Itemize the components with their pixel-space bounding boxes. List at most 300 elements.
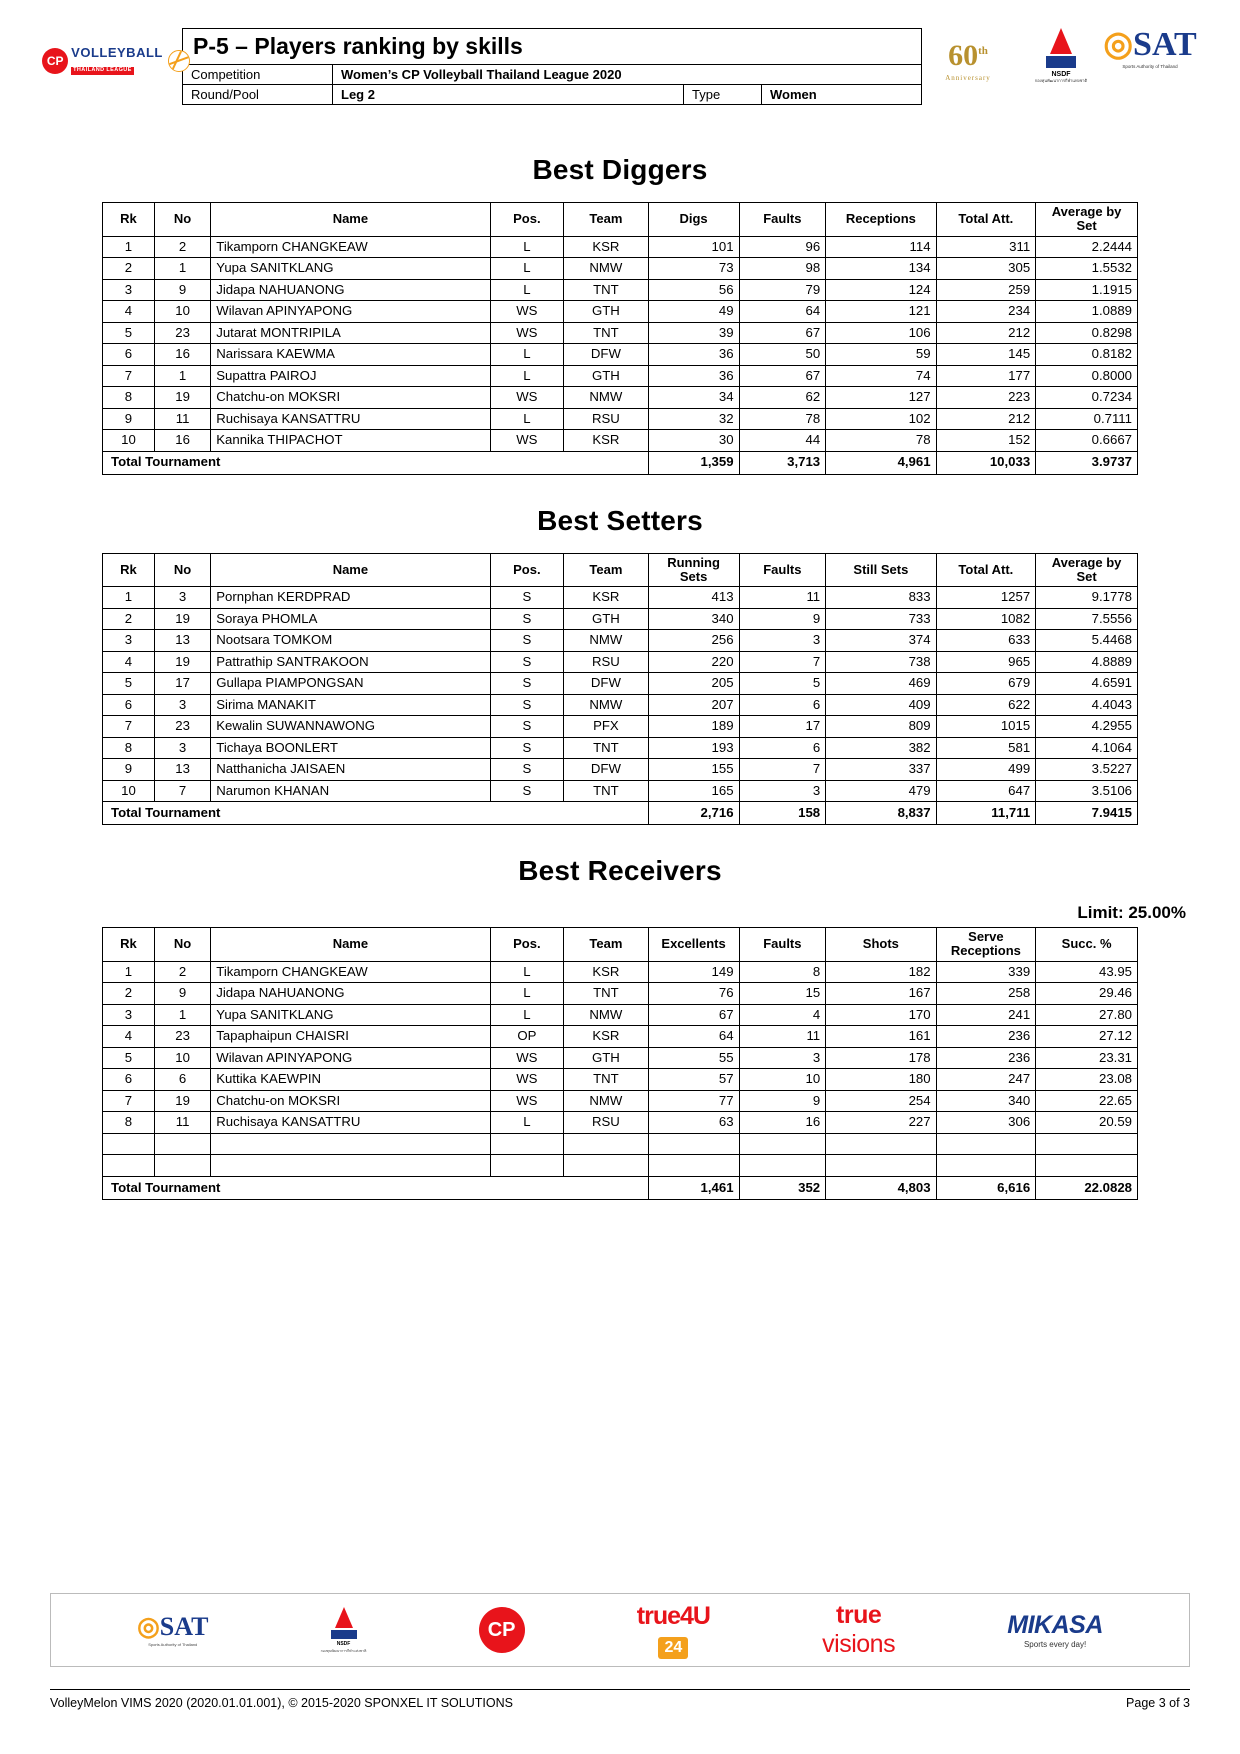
table-cell: GTH — [564, 301, 648, 323]
table-row — [103, 1090, 1138, 1112]
table-row — [103, 759, 1138, 781]
table-cell: 0.8000 — [1036, 365, 1138, 387]
table-row — [103, 694, 1138, 716]
table-cell: 733 — [826, 608, 936, 630]
table-cell: 633 — [936, 630, 1036, 652]
table-cell: RSU — [564, 651, 648, 673]
table-cell: 19 — [154, 1090, 210, 1112]
table-cell: Chatchu-on MOKSRI — [211, 1090, 490, 1112]
table-cell-empty — [648, 1155, 739, 1177]
table-cell: 254 — [826, 1090, 936, 1112]
sat-logo: ◎SAT Sports Authority of Thailand — [1103, 26, 1197, 69]
table-cell: 177 — [936, 365, 1036, 387]
table-row — [103, 630, 1138, 652]
total-value: 11,711 — [936, 802, 1036, 825]
total-value: 3,713 — [739, 451, 826, 474]
total-value: 2,716 — [648, 802, 739, 825]
table-cell: 1.1915 — [1036, 279, 1138, 301]
table-cell: 3 — [739, 630, 826, 652]
table-cell: 9 — [739, 1090, 826, 1112]
column-header: Running Sets — [648, 553, 739, 587]
table-row — [103, 780, 1138, 802]
table-cell: 4 — [739, 1004, 826, 1026]
total-value: 4,803 — [826, 1176, 936, 1199]
table-cell: Yupa SANITKLANG — [211, 1004, 490, 1026]
sections-container — [50, 154, 1190, 1200]
table-cell: 64 — [648, 1026, 739, 1048]
table-cell: 23.31 — [1036, 1047, 1138, 1069]
total-value: 352 — [739, 1176, 826, 1199]
table-header-row — [103, 203, 1138, 237]
sponsor-truevisions — [822, 1601, 895, 1659]
table-cell: 409 — [826, 694, 936, 716]
sponsor-mikasa — [1007, 1611, 1103, 1649]
table-cell: Nootsara TOMKOM — [211, 630, 490, 652]
table-cell-empty — [211, 1155, 490, 1177]
table-cell: 77 — [648, 1090, 739, 1112]
table-cell: 1.5532 — [1036, 258, 1138, 280]
table-cell: 36 — [648, 365, 739, 387]
table-cell: Tikamporn CHANGKEAW — [211, 236, 490, 258]
volleyball-wordmark: VOLLEYBALL — [71, 45, 163, 60]
table-cell: 20.59 — [1036, 1112, 1138, 1134]
table-cell: 311 — [936, 236, 1036, 258]
table-cell: 178 — [826, 1047, 936, 1069]
table-cell: 17 — [154, 673, 210, 695]
table-cell: 9 — [739, 608, 826, 630]
table-cell: 5 — [739, 673, 826, 695]
table-cell: NMW — [564, 258, 648, 280]
table-cell: 212 — [936, 408, 1036, 430]
table-cell: 78 — [826, 430, 936, 452]
table-cell: 3 — [103, 279, 155, 301]
table-cell: 9 — [154, 983, 210, 1005]
table-row — [103, 236, 1138, 258]
table-cell: 167 — [826, 983, 936, 1005]
table-cell: 5 — [103, 673, 155, 695]
table-cell: S — [490, 673, 564, 695]
table-cell: Gullapa PIAMPONGSAN — [211, 673, 490, 695]
table-cell: 27.80 — [1036, 1004, 1138, 1026]
table-cell: Narumon KHANAN — [211, 780, 490, 802]
ranking-table — [102, 927, 1138, 1200]
nsdf-logo — [1030, 28, 1092, 98]
table-cell: 306 — [936, 1112, 1036, 1134]
table-cell: 17 — [739, 716, 826, 738]
table-cell: 0.7234 — [1036, 387, 1138, 409]
table-cell: L — [490, 408, 564, 430]
section-title: Best Setters — [537, 504, 703, 536]
table-cell-empty — [103, 1155, 155, 1177]
table-cell: 1 — [103, 587, 155, 609]
table-cell: 7 — [154, 780, 210, 802]
column-header: Shots — [826, 928, 936, 962]
table-cell: 67 — [739, 365, 826, 387]
table-row — [103, 1069, 1138, 1091]
table-cell: L — [490, 258, 564, 280]
column-header: Pos. — [490, 928, 564, 962]
table-cell: 622 — [936, 694, 1036, 716]
table-cell: L — [490, 961, 564, 983]
table-cell: Narissara KAEWMA — [211, 344, 490, 366]
total-row — [103, 802, 1138, 825]
table-row — [103, 983, 1138, 1005]
total-label: Total Tournament — [103, 1176, 649, 1199]
table-cell: 13 — [154, 759, 210, 781]
table-cell: 10 — [154, 301, 210, 323]
table-cell: 23 — [154, 322, 210, 344]
table-cell: 10 — [154, 1047, 210, 1069]
table-row — [103, 1004, 1138, 1026]
column-header: Rk — [103, 203, 155, 237]
table-row — [103, 651, 1138, 673]
table-cell: 3 — [739, 780, 826, 802]
table-cell: 7 — [103, 365, 155, 387]
table-cell: 0.8298 — [1036, 322, 1138, 344]
table-cell: Jidapa NAHUANONG — [211, 983, 490, 1005]
table-cell: KSR — [564, 430, 648, 452]
table-cell: 8 — [103, 1112, 155, 1134]
table-cell: NMW — [564, 387, 648, 409]
table-header-row — [103, 553, 1138, 587]
column-header: Faults — [739, 928, 826, 962]
total-value: 4,961 — [826, 451, 936, 474]
table-cell: 62 — [739, 387, 826, 409]
table-cell: GTH — [564, 608, 648, 630]
table-cell: TNT — [564, 279, 648, 301]
table-cell: NMW — [564, 694, 648, 716]
table-cell: 374 — [826, 630, 936, 652]
table-cell: 96 — [739, 236, 826, 258]
table-cell: 0.8182 — [1036, 344, 1138, 366]
competition-value: Women’s CP Volleyball Thailand League 2020 — [333, 65, 922, 85]
table-row — [103, 387, 1138, 409]
table-cell: 67 — [739, 322, 826, 344]
limit-label: Limit: 25.00% — [1077, 903, 1186, 923]
table-cell: 6 — [739, 694, 826, 716]
table-cell: 22.65 — [1036, 1090, 1138, 1112]
table-cell: 5 — [103, 322, 155, 344]
table-cell: NMW — [564, 1004, 648, 1026]
torch-icon — [335, 1607, 353, 1628]
table-cell: 64 — [739, 301, 826, 323]
sponsor-true4u — [637, 1602, 710, 1659]
table-cell: PFX — [564, 716, 648, 738]
table-cell: 16 — [154, 344, 210, 366]
table-cell: 49 — [648, 301, 739, 323]
table-cell: S — [490, 651, 564, 673]
table-cell: L — [490, 365, 564, 387]
column-header: No — [154, 553, 210, 587]
sponsor-sat-sub: Sports Authority of Thailand — [148, 1641, 198, 1647]
column-header: Pos. — [490, 553, 564, 587]
table-cell: 479 — [826, 780, 936, 802]
table-cell: 3 — [154, 737, 210, 759]
table-cell: 27.12 — [1036, 1026, 1138, 1048]
table-cell: 679 — [936, 673, 1036, 695]
table-cell-empty — [936, 1133, 1036, 1155]
torch-base-icon — [331, 1630, 357, 1639]
column-header: Total Att. — [936, 553, 1036, 587]
table-cell: DFW — [564, 344, 648, 366]
table-cell: 6 — [103, 344, 155, 366]
table-cell: 227 — [826, 1112, 936, 1134]
table-cell: 124 — [826, 279, 936, 301]
table-row — [103, 961, 1138, 983]
footer-page-number: Page 3 of 3 — [1126, 1696, 1190, 1710]
sponsor-sat: ◎SAT Sports Authority of Thailand — [137, 1611, 209, 1647]
table-cell: 74 — [826, 365, 936, 387]
column-header: Total Att. — [936, 203, 1036, 237]
table-cell: 499 — [936, 759, 1036, 781]
table-cell: 7 — [103, 716, 155, 738]
header-info-table — [182, 28, 922, 105]
table-row — [103, 258, 1138, 280]
table-cell: 4.6591 — [1036, 673, 1138, 695]
sponsor-mikasa-label: MIKASA — [1007, 1611, 1103, 1639]
table-cell: 212 — [936, 322, 1036, 344]
table-cell-empty — [490, 1133, 564, 1155]
table-cell: 8 — [103, 737, 155, 759]
table-row-empty — [103, 1133, 1138, 1155]
table-cell: RSU — [564, 408, 648, 430]
thailand-league-wordmark: THAILAND LEAGUE — [73, 67, 132, 73]
total-value: 10,033 — [936, 451, 1036, 474]
table-cell: WS — [490, 387, 564, 409]
table-cell: 7 — [739, 759, 826, 781]
table-cell-empty — [154, 1133, 210, 1155]
total-value: 8,837 — [826, 802, 936, 825]
table-row — [103, 587, 1138, 609]
table-cell: 9 — [154, 279, 210, 301]
table-cell: 1 — [103, 236, 155, 258]
table-cell: GTH — [564, 365, 648, 387]
table-cell: DFW — [564, 759, 648, 781]
table-header-row — [103, 928, 1138, 962]
sat-sublabel: Sports Authority of Thailand — [1122, 64, 1178, 69]
table-cell: 5.4468 — [1036, 630, 1138, 652]
table-cell: NMW — [564, 630, 648, 652]
column-header: Digs — [648, 203, 739, 237]
table-cell: 3 — [154, 587, 210, 609]
page-title: P-5 – Players ranking by skills — [183, 29, 922, 65]
anniversary-sup: th — [978, 44, 988, 57]
table-cell: 339 — [936, 961, 1036, 983]
table-cell: RSU — [564, 1112, 648, 1134]
table-cell: 134 — [826, 258, 936, 280]
table-cell: S — [490, 716, 564, 738]
table-cell: 43.95 — [1036, 961, 1138, 983]
table-cell: Jidapa NAHUANONG — [211, 279, 490, 301]
table-cell: 469 — [826, 673, 936, 695]
table-row — [103, 301, 1138, 323]
table-cell: 23 — [154, 1026, 210, 1048]
column-header: Average by Set — [1036, 553, 1138, 587]
table-cell: 79 — [739, 279, 826, 301]
table-cell: 44 — [739, 430, 826, 452]
table-cell: 7 — [739, 651, 826, 673]
table-cell: 67 — [648, 1004, 739, 1026]
table-row — [103, 1047, 1138, 1069]
table-cell: WS — [490, 1047, 564, 1069]
total-value: 158 — [739, 802, 826, 825]
total-value: 1,359 — [648, 451, 739, 474]
table-cell: 189 — [648, 716, 739, 738]
table-cell: 152 — [936, 430, 1036, 452]
table-cell: 3 — [103, 1004, 155, 1026]
table-cell: 76 — [648, 983, 739, 1005]
table-cell: S — [490, 608, 564, 630]
table-cell: 3 — [103, 630, 155, 652]
column-header: Still Sets — [826, 553, 936, 587]
volleyball-icon — [168, 50, 190, 72]
table-cell: 1 — [154, 1004, 210, 1026]
column-header: Rk — [103, 928, 155, 962]
table-cell: 259 — [936, 279, 1036, 301]
total-value: 22.0828 — [1036, 1176, 1138, 1199]
table-cell: Yupa SANITKLANG — [211, 258, 490, 280]
table-cell: Kannika THIPACHOT — [211, 430, 490, 452]
sponsor-true4u-label: true4U — [636, 1601, 710, 1630]
table-cell: 23.08 — [1036, 1069, 1138, 1091]
type-value: Women — [762, 85, 922, 105]
total-value: 1,461 — [648, 1176, 739, 1199]
sat-label: SAT — [1133, 26, 1197, 63]
table-row — [103, 279, 1138, 301]
table-cell: 149 — [648, 961, 739, 983]
cp-volleyball-thailand-league-logo — [46, 28, 182, 75]
table-cell: 220 — [648, 651, 739, 673]
sponsor-mikasa-sub: Sports every day! — [1023, 1640, 1087, 1649]
table-cell: KSR — [564, 236, 648, 258]
table-cell: Kuttika KAEWPIN — [211, 1069, 490, 1091]
table-cell: S — [490, 587, 564, 609]
table-cell: 205 — [648, 673, 739, 695]
table-cell: 127 — [826, 387, 936, 409]
table-cell: 34 — [648, 387, 739, 409]
header-logos — [922, 26, 1197, 98]
table-cell: 2 — [103, 983, 155, 1005]
table-cell-empty — [826, 1133, 936, 1155]
table-cell: Supattra PAIROJ — [211, 365, 490, 387]
table-row — [103, 608, 1138, 630]
table-cell: 155 — [648, 759, 739, 781]
table-cell: 170 — [826, 1004, 936, 1026]
table-cell: 5 — [103, 1047, 155, 1069]
table-cell: 8 — [103, 387, 155, 409]
table-cell: OP — [490, 1026, 564, 1048]
column-header: Team — [564, 928, 648, 962]
column-header: Excellents — [648, 928, 739, 962]
table-cell: 256 — [648, 630, 739, 652]
column-header: Average by Set — [1036, 203, 1138, 237]
table-cell: 1 — [154, 258, 210, 280]
table-cell: 647 — [936, 780, 1036, 802]
table-row-empty — [103, 1155, 1138, 1177]
table-cell: WS — [490, 1069, 564, 1091]
column-header: No — [154, 928, 210, 962]
sponsor-cp — [479, 1607, 525, 1653]
total-label: Total Tournament — [103, 802, 649, 825]
table-row — [103, 408, 1138, 430]
table-cell: Wilavan APINYAPONG — [211, 1047, 490, 1069]
table-cell: 6 — [739, 737, 826, 759]
column-header: Team — [564, 203, 648, 237]
column-header: Team — [564, 553, 648, 587]
table-cell: L — [490, 1004, 564, 1026]
table-cell: 114 — [826, 236, 936, 258]
total-label: Total Tournament — [103, 451, 649, 474]
table-cell: 6 — [103, 694, 155, 716]
table-cell: 413 — [648, 587, 739, 609]
table-cell: 7 — [103, 1090, 155, 1112]
table-cell: TNT — [564, 1069, 648, 1091]
sponsor-bar — [50, 1593, 1190, 1667]
table-cell: 10 — [739, 1069, 826, 1091]
table-cell: 63 — [648, 1112, 739, 1134]
table-cell: 9 — [103, 759, 155, 781]
table-cell: 9.1778 — [1036, 587, 1138, 609]
table-cell: 10 — [103, 430, 155, 452]
table-cell: 0.7111 — [1036, 408, 1138, 430]
table-cell: Tikamporn CHANGKEAW — [211, 961, 490, 983]
table-cell: 102 — [826, 408, 936, 430]
torch-base-icon — [1046, 56, 1076, 68]
table-cell: 3 — [154, 694, 210, 716]
ranking-table — [102, 553, 1138, 826]
table-row — [103, 716, 1138, 738]
table-cell: L — [490, 279, 564, 301]
table-cell: L — [490, 236, 564, 258]
column-header: Name — [211, 928, 490, 962]
total-value: 7.9415 — [1036, 802, 1138, 825]
table-cell: 0.6667 — [1036, 430, 1138, 452]
total-value: 3.9737 — [1036, 451, 1138, 474]
table-cell: 193 — [648, 737, 739, 759]
table-cell: 581 — [936, 737, 1036, 759]
table-cell-empty — [1036, 1133, 1138, 1155]
table-cell: TNT — [564, 737, 648, 759]
table-cell: 13 — [154, 630, 210, 652]
column-header: Rk — [103, 553, 155, 587]
table-cell: 340 — [648, 608, 739, 630]
competition-label: Competition — [183, 65, 333, 85]
table-cell: 16 — [154, 430, 210, 452]
table-cell-empty — [103, 1133, 155, 1155]
column-header: Succ. % — [1036, 928, 1138, 962]
table-cell: 180 — [826, 1069, 936, 1091]
table-cell: 9 — [103, 408, 155, 430]
table-cell: 19 — [154, 608, 210, 630]
table-cell: 73 — [648, 258, 739, 280]
table-cell: 145 — [936, 344, 1036, 366]
table-cell: 10 — [103, 780, 155, 802]
sponsor-nsdf-sub: กองทุนพัฒนาการกีฬาแห่งชาติ — [320, 1648, 367, 1653]
sponsor-sat-label: SAT — [159, 1611, 209, 1641]
round-pool-label: Round/Pool — [183, 85, 333, 105]
table-cell: DFW — [564, 673, 648, 695]
table-cell: 19 — [154, 651, 210, 673]
table-row — [103, 1026, 1138, 1048]
table-cell: 56 — [648, 279, 739, 301]
table-cell-empty — [211, 1133, 490, 1155]
table-cell: 36 — [648, 344, 739, 366]
table-cell: WS — [490, 301, 564, 323]
table-cell: 16 — [739, 1112, 826, 1134]
table-cell: 2 — [103, 258, 155, 280]
table-row — [103, 673, 1138, 695]
column-header: Faults — [739, 203, 826, 237]
